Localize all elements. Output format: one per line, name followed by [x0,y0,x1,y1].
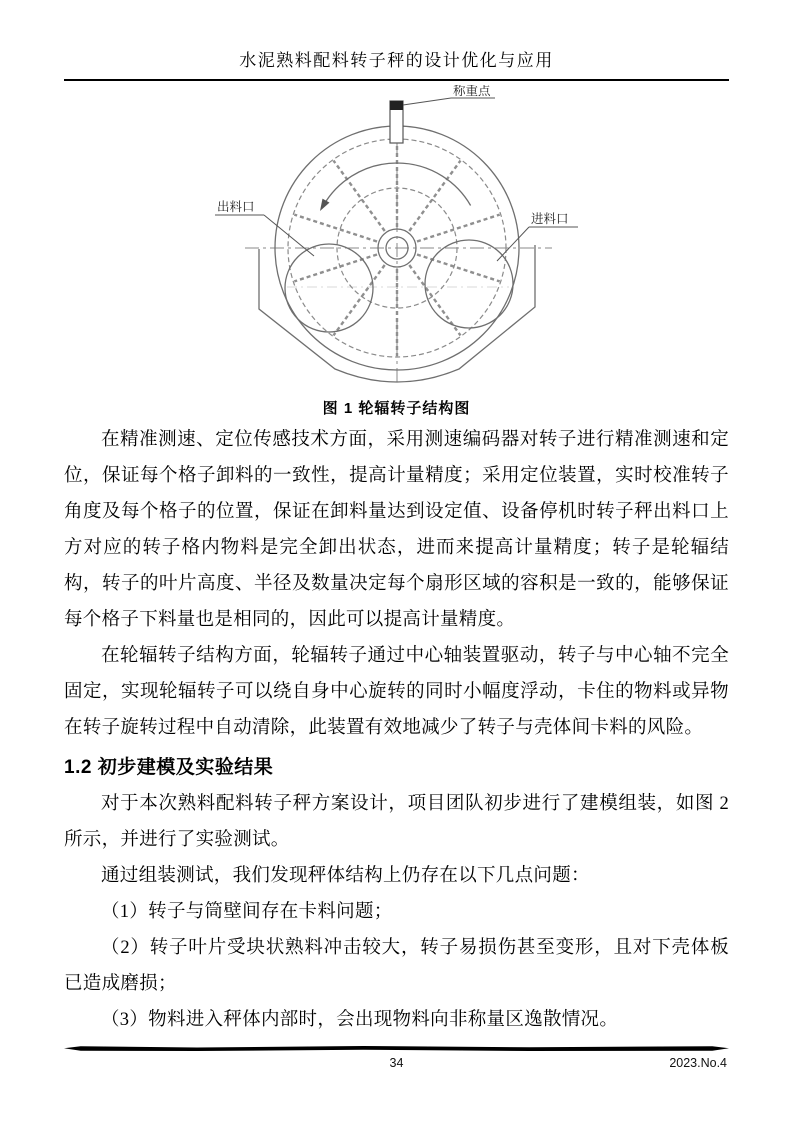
outlet-port-circle [285,244,373,332]
issue-label: 2023.No.4 [669,1056,727,1070]
weigh-point-label [403,85,495,105]
page-number: 34 [389,1056,404,1070]
svg-text:进料口: 进料口 [530,212,569,226]
list-item-3: （3）物料进入秤体内部时，会出现物料向非称量区逸散情况。 [101,1010,619,1030]
rotation-arrow [320,163,471,211]
paragraph-test-intro: 通过组装测试，我们发现秤体结构上仍存在以下几点问题： [101,866,590,886]
center-axes [245,143,552,383]
page-footer [64,1046,729,1074]
page-title: 水泥熟料配料转子秤的设计优化与应用 [239,51,554,70]
section-heading-1-2: 1.2 初步建模及实验结果 [64,757,274,778]
weigh-sensor [390,101,403,143]
body-text [64,422,729,1038]
figure-1 [64,85,729,395]
outlet-label [215,199,314,256]
list-item-2: （2）转子叶片受块状熟料冲击较大，转子易损伤甚至变形，且对下壳体板已造成磨损； [64,938,729,994]
page-header [64,0,729,81]
footer-row [64,1056,729,1074]
footer-rule [64,1046,729,1051]
list-item-1: （1）转子与筒壁间存在卡料问题； [101,902,393,922]
paragraph-rotor-structure: 在轮辐转子结构方面，轮辐转子通过中心轴装置驱动，转子与中心轴不完全固定，实现轮辐转子可以绕自身中心旋转的同时小幅度浮动，卡住的物料或异物在转子旋转过程中自动清除，此装置有效地减少了转子与壳体间卡料的风险。 [64,646,729,738]
paragraph-modeling: 对于本次熟料配料转子秤方案设计，项目团队初步进行了建模组装，如图 2所示，并进行了实验测试。 [64,794,729,850]
svg-text:称重点: 称重点 [452,85,491,98]
paragraph-speed-positioning: 在精准测速、定位传感技术方面，采用测速编码器对转子进行精准测速和定位，保证每个格子卸料的一致性，提高计量精度；采用定位装置，实时校准转子角度及每个格子的位置，保证在卸料量达到设定值、设备停机时转子秤出料口上方对应的转子格内物料是完全卸出状态，进而来提高计量精度；转子是轮辐结构，转子的叶片高度、半径及数量决定每个扇形区域的容积是一致的，能够保证每个格子下料量也是相同的，因此可以提高计量精度。 [64,430,729,630]
rotor-structure-diagram [137,85,657,395]
svg-text:出料口: 出料口 [216,200,255,214]
inlet-label [497,211,578,261]
figure-1-caption: 图 1 轮辐转子结构图 [322,400,471,417]
